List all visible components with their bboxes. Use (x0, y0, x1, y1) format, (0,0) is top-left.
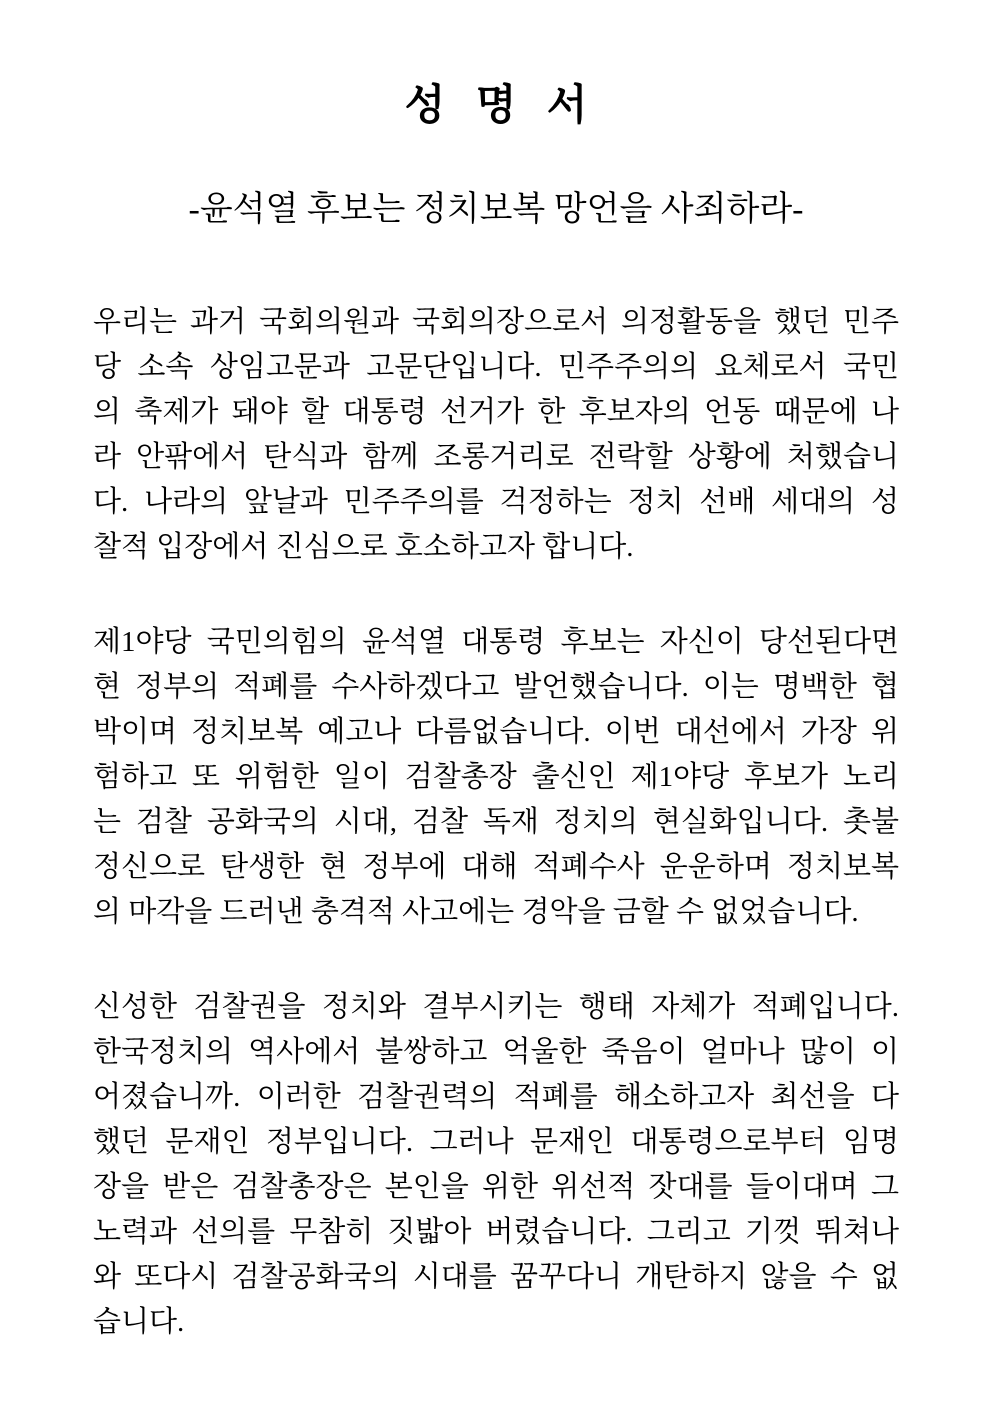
text-line: 한국정치의 역사에서 불쌍하고 억울한 죽음이 얼마나 많이 이 (93, 1036, 899, 1068)
text-line: 습니다. (93, 1306, 185, 1338)
paragraph (93, 300, 899, 570)
text-line: 현 정부의 적폐를 수사하겠다고 발언했습니다. 이는 명백한 협 (93, 671, 899, 703)
text-line: 어졌습니까. 이러한 검찰권력의 적폐를 해소하고자 최선을 다 (93, 1081, 899, 1113)
text-line: 라 안팎에서 탄식과 함께 조롱거리로 전락할 상황에 처했습니 (93, 441, 899, 473)
text-line: 와 또다시 검찰공화국의 시대를 꿈꾸다니 개탄하지 않을 수 없 (93, 1261, 899, 1293)
text-line: 박이며 정치보복 예고나 다름없습니다. 이번 대선에서 가장 위 (93, 716, 899, 748)
text-line: 제1야당 국민의힘의 윤석열 대통령 후보는 자신이 당선된다면 (93, 626, 899, 658)
text-line: 신성한 검찰권을 정치와 결부시키는 행태 자체가 적폐입니다. (93, 991, 899, 1023)
text-line: 험하고 또 위험한 일이 검찰총장 출신인 제1야당 후보가 노리 (93, 761, 899, 793)
text-line: 장을 받은 검찰총장은 본인을 위한 위선적 잣대를 들이대며 그 (93, 1171, 899, 1203)
text-line: 찰적 입장에서 진심으로 호소하고자 합니다. (93, 531, 634, 563)
text-line: 노력과 선의를 무참히 짓밟아 버렸습니다. 그리고 기껏 뛰쳐나 (93, 1216, 899, 1248)
document-subtitle: -윤석열 후보는 정치보복 망언을 사죄하라- (188, 191, 804, 228)
paragraph (93, 985, 899, 1345)
paragraph (93, 620, 899, 935)
document-title: 성 명 서 (404, 83, 588, 129)
text-line: 정신으로 탄생한 현 정부에 대해 적폐수사 운운하며 정치보복 (93, 851, 899, 883)
text-line: 우리는 과거 국회의원과 국회의장으로서 의정활동을 했던 민주 (93, 306, 899, 338)
text-line: 당 소속 상임고문과 고문단입니다. 민주주의의 요체로서 국민 (93, 351, 899, 383)
text-line: 의 축제가 돼야 할 대통령 선거가 한 후보자의 언동 때문에 나 (93, 396, 899, 428)
text-line: 다. 나라의 앞날과 민주주의를 걱정하는 정치 선배 세대의 성 (93, 486, 899, 518)
text-line: 의 마각을 드러낸 충격적 사고에는 경악을 금할 수 없었습니다. (93, 896, 859, 928)
text-line: 했던 문재인 정부입니다. 그러나 문재인 대통령으로부터 임명 (93, 1126, 899, 1158)
text-line: 는 검찰 공화국의 시대, 검찰 독재 정치의 현실화입니다. 촛불 (93, 806, 899, 838)
document-body (93, 300, 899, 1345)
